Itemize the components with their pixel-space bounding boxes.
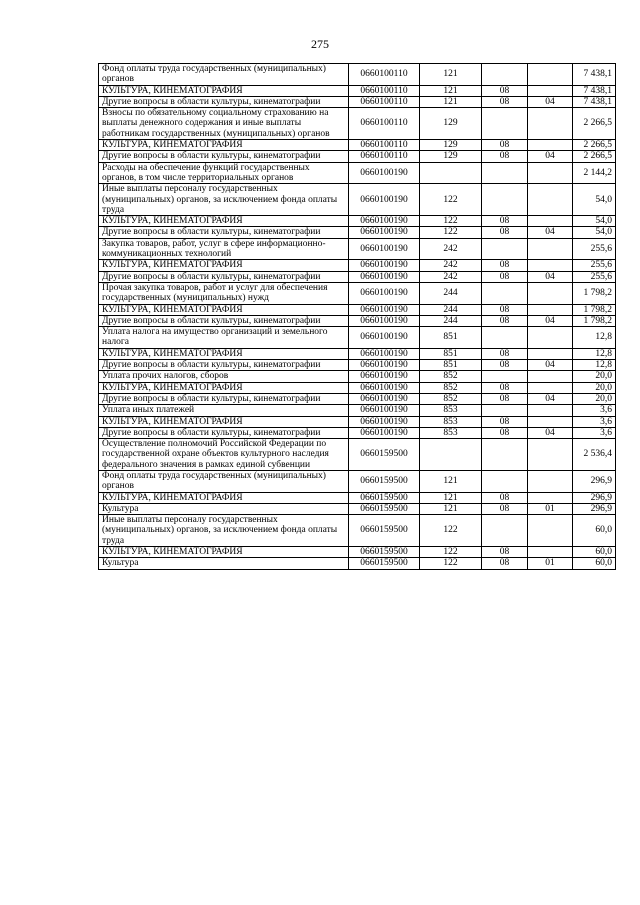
amount: 2 536,4 (573, 439, 616, 471)
target-code: 0660100190 (349, 327, 420, 349)
expense-type: 122 (420, 184, 482, 216)
target-code: 0660100110 (349, 151, 420, 162)
amount: 1 798,2 (573, 282, 616, 304)
row-name: Взносы по обязательному социальному страхованию на выплаты денежного содержания и иные выплаты работникам государственных (муниципальных) органов (99, 108, 349, 140)
row-name: Уплата иных платежей (99, 405, 349, 416)
subsection-code (528, 327, 573, 349)
subsection-code (528, 108, 573, 140)
expense-type: 129 (420, 151, 482, 162)
section-code: 08 (482, 216, 528, 227)
table-row (99, 515, 616, 547)
target-code: 0660100110 (349, 64, 420, 86)
table-row (99, 271, 616, 282)
subsection-code (528, 547, 573, 558)
table-row (99, 382, 616, 393)
section-code (482, 327, 528, 349)
expense-type: 122 (420, 515, 482, 547)
table-row (99, 227, 616, 238)
table-row (99, 85, 616, 96)
target-code: 0660100110 (349, 108, 420, 140)
target-code: 0660100190 (349, 162, 420, 184)
section-code: 08 (482, 140, 528, 151)
table-row (99, 405, 616, 416)
table-row (99, 304, 616, 315)
expense-type: 851 (420, 360, 482, 371)
table-row (99, 108, 616, 140)
subsection-code (528, 382, 573, 393)
subsection-code (528, 282, 573, 304)
expense-type: 121 (420, 492, 482, 503)
section-code (482, 64, 528, 86)
row-name: Иные выплаты персоналу государственных (муниципальных) органов, за исключением фонда оплаты труда (99, 184, 349, 216)
section-code (482, 371, 528, 382)
amount: 54,0 (573, 216, 616, 227)
amount: 60,0 (573, 547, 616, 558)
subsection-code: 04 (528, 151, 573, 162)
target-code: 0660100110 (349, 140, 420, 151)
section-code: 08 (482, 260, 528, 271)
table-row (99, 503, 616, 514)
amount: 3,6 (573, 416, 616, 427)
table-row (99, 260, 616, 271)
amount: 60,0 (573, 558, 616, 569)
expense-type: 122 (420, 547, 482, 558)
table-row (99, 315, 616, 326)
expense-type: 129 (420, 140, 482, 151)
target-code: 0660159500 (349, 547, 420, 558)
section-code: 08 (482, 360, 528, 371)
target-code: 0660100190 (349, 371, 420, 382)
amount: 3,6 (573, 405, 616, 416)
expense-type: 852 (420, 371, 482, 382)
section-code: 08 (482, 151, 528, 162)
amount: 60,0 (573, 515, 616, 547)
section-code (482, 282, 528, 304)
target-code: 0660100190 (349, 427, 420, 438)
target-code: 0660100190 (349, 393, 420, 404)
page-number: 275 (311, 37, 329, 51)
section-code (482, 515, 528, 547)
expense-type: 851 (420, 348, 482, 359)
table-row (99, 547, 616, 558)
target-code: 0660100190 (349, 282, 420, 304)
section-code: 08 (482, 304, 528, 315)
expense-type: 242 (420, 260, 482, 271)
row-name: Закупка товаров, работ, услуг в сфере информационно-коммуникационных технологий (99, 238, 349, 260)
target-code: 0660100110 (349, 96, 420, 107)
amount: 7 438,1 (573, 64, 616, 86)
row-name: Прочая закупка товаров, работ и услуг для обеспечения государственных (муниципальных) нужд (99, 282, 349, 304)
subsection-code (528, 416, 573, 427)
subsection-code (528, 260, 573, 271)
target-code: 0660100190 (349, 405, 420, 416)
section-code (482, 108, 528, 140)
row-name: Уплата налога на имущество организаций и земельного налога (99, 327, 349, 349)
section-code (482, 238, 528, 260)
amount: 20,0 (573, 393, 616, 404)
expense-type: 244 (420, 315, 482, 326)
target-code: 0660159500 (349, 515, 420, 547)
section-code: 08 (482, 427, 528, 438)
amount: 20,0 (573, 371, 616, 382)
row-name: Культура (99, 558, 349, 569)
amount: 54,0 (573, 184, 616, 216)
table-row (99, 140, 616, 151)
expense-type (420, 162, 482, 184)
section-code: 08 (482, 382, 528, 393)
table-row (99, 238, 616, 260)
row-name: Другие вопросы в области культуры, кинематографии (99, 315, 349, 326)
expense-type: 244 (420, 282, 482, 304)
row-name: Уплата прочих налогов, сборов (99, 371, 349, 382)
target-code: 0660100190 (349, 315, 420, 326)
row-name: КУЛЬТУРА, КИНЕМАТОГРАФИЯ (99, 85, 349, 96)
expense-type: 853 (420, 427, 482, 438)
target-code: 0660100190 (349, 416, 420, 427)
target-code: 0660100110 (349, 85, 420, 96)
row-name: Иные выплаты персоналу государственных (муниципальных) органов, за исключением фонда оплаты труда (99, 515, 349, 547)
amount: 12,8 (573, 327, 616, 349)
amount: 1 798,2 (573, 315, 616, 326)
target-code: 0660100190 (349, 382, 420, 393)
expense-type: 244 (420, 304, 482, 315)
expense-type (420, 439, 482, 471)
expense-type: 851 (420, 327, 482, 349)
expense-type: 852 (420, 393, 482, 404)
row-name: КУЛЬТУРА, КИНЕМАТОГРАФИЯ (99, 216, 349, 227)
section-code: 08 (482, 348, 528, 359)
expense-type: 121 (420, 64, 482, 86)
expense-type: 853 (420, 405, 482, 416)
amount: 296,9 (573, 503, 616, 514)
section-code: 08 (482, 393, 528, 404)
expense-type: 129 (420, 108, 482, 140)
section-code: 08 (482, 85, 528, 96)
row-name: Фонд оплаты труда государственных (муниципальных) органов (99, 470, 349, 492)
amount: 2 266,5 (573, 140, 616, 151)
row-name: Другие вопросы в области культуры, кинематографии (99, 151, 349, 162)
subsection-code (528, 470, 573, 492)
table-row (99, 416, 616, 427)
subsection-code: 01 (528, 558, 573, 569)
amount: 3,6 (573, 427, 616, 438)
amount: 296,9 (573, 470, 616, 492)
subsection-code: 04 (528, 227, 573, 238)
subsection-code (528, 216, 573, 227)
expense-type: 242 (420, 271, 482, 282)
target-code: 0660100190 (349, 348, 420, 359)
expense-type: 121 (420, 85, 482, 96)
target-code: 0660100190 (349, 304, 420, 315)
section-code: 08 (482, 315, 528, 326)
amount: 1 798,2 (573, 304, 616, 315)
table-row (99, 470, 616, 492)
row-name: КУЛЬТУРА, КИНЕМАТОГРАФИЯ (99, 348, 349, 359)
subsection-code (528, 439, 573, 471)
section-code (482, 470, 528, 492)
section-code (482, 405, 528, 416)
amount: 20,0 (573, 382, 616, 393)
table-row (99, 162, 616, 184)
subsection-code (528, 348, 573, 359)
amount: 2 266,5 (573, 151, 616, 162)
target-code: 0660100190 (349, 271, 420, 282)
section-code: 08 (482, 492, 528, 503)
section-code (482, 162, 528, 184)
table-row (99, 282, 616, 304)
target-code: 0660100190 (349, 227, 420, 238)
target-code: 0660159500 (349, 558, 420, 569)
subsection-code: 04 (528, 96, 573, 107)
table-row (99, 360, 616, 371)
amount: 296,9 (573, 492, 616, 503)
row-name: КУЛЬТУРА, КИНЕМАТОГРАФИЯ (99, 416, 349, 427)
table-row (99, 184, 616, 216)
row-name: Другие вопросы в области культуры, кинематографии (99, 227, 349, 238)
expense-type: 121 (420, 96, 482, 107)
row-name: КУЛЬТУРА, КИНЕМАТОГРАФИЯ (99, 547, 349, 558)
amount: 7 438,1 (573, 85, 616, 96)
subsection-code: 04 (528, 271, 573, 282)
amount: 54,0 (573, 227, 616, 238)
target-code: 0660159500 (349, 492, 420, 503)
subsection-code (528, 304, 573, 315)
subsection-code: 04 (528, 315, 573, 326)
table-row (99, 64, 616, 86)
section-code: 08 (482, 558, 528, 569)
row-name: КУЛЬТУРА, КИНЕМАТОГРАФИЯ (99, 140, 349, 151)
subsection-code (528, 405, 573, 416)
row-name: Другие вопросы в области культуры, кинематографии (99, 96, 349, 107)
section-code: 08 (482, 547, 528, 558)
target-code: 0660100190 (349, 360, 420, 371)
table-row (99, 393, 616, 404)
table-row (99, 327, 616, 349)
target-code: 0660100190 (349, 216, 420, 227)
row-name: Другие вопросы в области культуры, кинематографии (99, 393, 349, 404)
expense-type: 853 (420, 416, 482, 427)
target-code: 0660159500 (349, 439, 420, 471)
table-row (99, 427, 616, 438)
amount: 255,6 (573, 238, 616, 260)
table-row (99, 216, 616, 227)
subsection-code (528, 140, 573, 151)
subsection-code: 04 (528, 427, 573, 438)
subsection-code: 04 (528, 393, 573, 404)
subsection-code (528, 492, 573, 503)
target-code: 0660159500 (349, 470, 420, 492)
expense-type: 122 (420, 216, 482, 227)
expense-type: 121 (420, 470, 482, 492)
table-row (99, 492, 616, 503)
row-name: Осуществление полномочий Российской Федерации по государственной охране объектов культурного наследия федерального значения в рамках единой субвенции (99, 439, 349, 471)
table-row (99, 348, 616, 359)
expense-type: 122 (420, 227, 482, 238)
table-row (99, 371, 616, 382)
section-code: 08 (482, 271, 528, 282)
row-name: Фонд оплаты труда государственных (муниципальных) органов (99, 64, 349, 86)
subsection-code (528, 85, 573, 96)
amount: 12,8 (573, 360, 616, 371)
section-code (482, 439, 528, 471)
target-code: 0660100190 (349, 184, 420, 216)
target-code: 0660100190 (349, 238, 420, 260)
section-code (482, 184, 528, 216)
table-body (99, 64, 616, 570)
section-code: 08 (482, 96, 528, 107)
row-name: Культура (99, 503, 349, 514)
section-code: 08 (482, 416, 528, 427)
row-name: КУЛЬТУРА, КИНЕМАТОГРАФИЯ (99, 382, 349, 393)
table-row (99, 151, 616, 162)
row-name: КУЛЬТУРА, КИНЕМАТОГРАФИЯ (99, 492, 349, 503)
subsection-code (528, 515, 573, 547)
subsection-code: 04 (528, 360, 573, 371)
subsection-code (528, 184, 573, 216)
subsection-code (528, 64, 573, 86)
subsection-code: 01 (528, 503, 573, 514)
subsection-code (528, 162, 573, 184)
row-name: Другие вопросы в области культуры, кинематографии (99, 271, 349, 282)
row-name: Другие вопросы в области культуры, кинематографии (99, 360, 349, 371)
amount: 2 144,2 (573, 162, 616, 184)
target-code: 0660100190 (349, 260, 420, 271)
target-code: 0660159500 (349, 503, 420, 514)
subsection-code (528, 371, 573, 382)
budget-table (98, 63, 616, 570)
row-name: КУЛЬТУРА, КИНЕМАТОГРАФИЯ (99, 260, 349, 271)
section-code: 08 (482, 227, 528, 238)
amount: 2 266,5 (573, 108, 616, 140)
section-code: 08 (482, 503, 528, 514)
amount: 7 438,1 (573, 96, 616, 107)
amount: 255,6 (573, 260, 616, 271)
row-name: Расходы на обеспечение функций государственных органов, в том числе территориальных органов (99, 162, 349, 184)
amount: 255,6 (573, 271, 616, 282)
table-row (99, 96, 616, 107)
table-row (99, 439, 616, 471)
row-name: Другие вопросы в области культуры, кинематографии (99, 427, 349, 438)
table-row (99, 558, 616, 569)
amount: 12,8 (573, 348, 616, 359)
expense-type: 121 (420, 503, 482, 514)
expense-type: 242 (420, 238, 482, 260)
subsection-code (528, 238, 573, 260)
expense-type: 852 (420, 382, 482, 393)
expense-type: 122 (420, 558, 482, 569)
row-name: КУЛЬТУРА, КИНЕМАТОГРАФИЯ (99, 304, 349, 315)
